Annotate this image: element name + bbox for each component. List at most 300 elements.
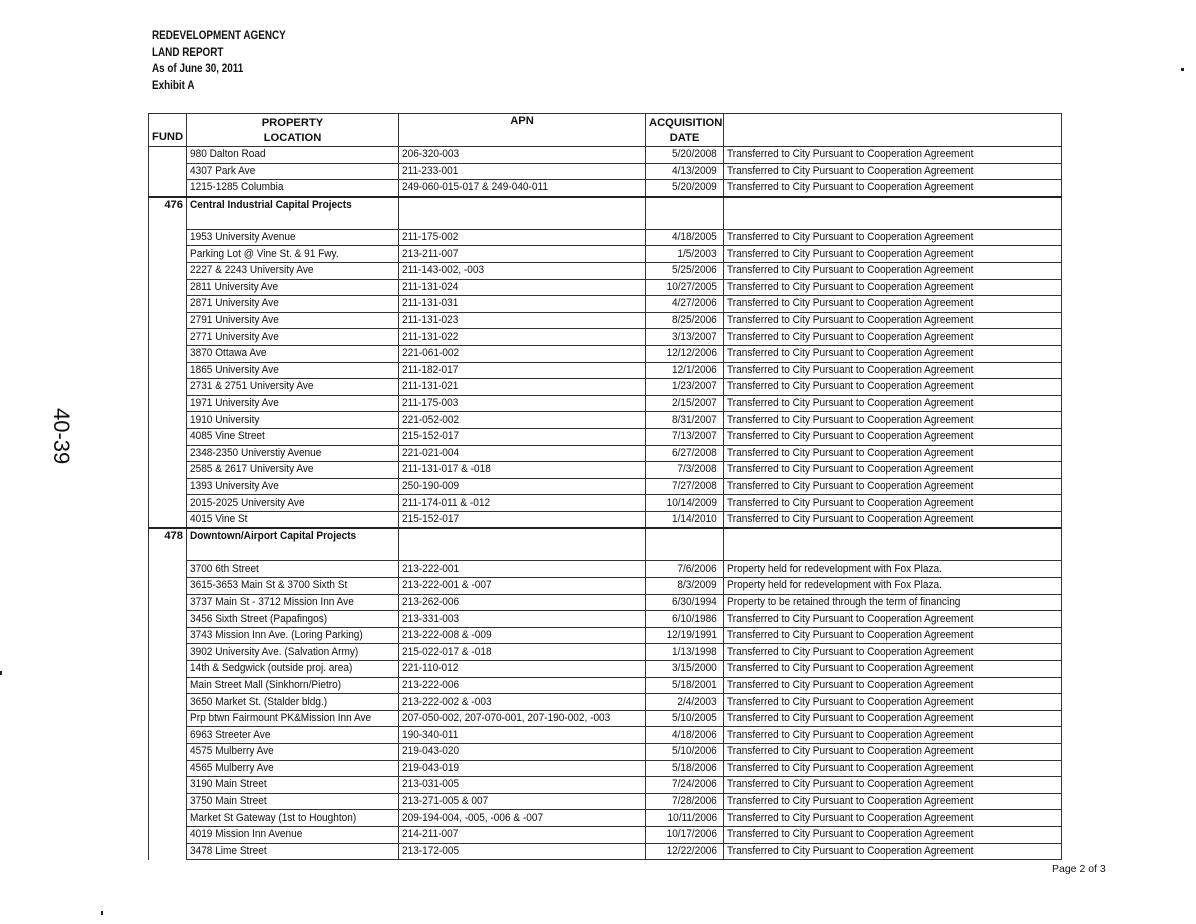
apn	[399, 694, 646, 711]
scan-speck	[0, 671, 2, 675]
notes	[724, 180, 1062, 197]
apn-text: 211-175-002	[402, 231, 459, 244]
fund-name-text: Central Industrial Capital Projects	[190, 198, 352, 211]
report-date: As of June 30, 2011	[152, 63, 244, 75]
acquisition-date	[646, 229, 724, 246]
apn	[399, 445, 646, 462]
notes	[724, 744, 1062, 761]
property-location	[187, 229, 399, 246]
report-title: LAND REPORT	[152, 46, 224, 59]
acquisition-date-text: 4/27/2006	[672, 297, 717, 310]
table-row	[149, 826, 1062, 843]
acquisition-date-text: 3/15/2000	[672, 662, 717, 675]
property-location	[187, 661, 399, 678]
apn	[399, 594, 646, 611]
apn	[399, 578, 646, 595]
property-location	[187, 694, 399, 711]
table-body	[149, 147, 1062, 860]
table-row	[149, 379, 1062, 396]
fund-cell	[149, 345, 187, 362]
notes-text: Transferred to City Pursuant to Cooperation Agreement	[727, 612, 974, 625]
apn-text: 213-172-005	[402, 844, 460, 857]
acquisition-date	[646, 478, 724, 495]
acquisition-date	[646, 578, 724, 595]
table-row	[149, 710, 1062, 727]
table-row	[149, 810, 1062, 827]
acquisition-date-text: 5/18/2001	[672, 678, 717, 691]
property-location	[187, 495, 399, 512]
property-location	[187, 760, 399, 777]
notes	[724, 578, 1062, 595]
notes-text: Transferred to City Pursuant to Cooperation Agreement	[727, 181, 974, 194]
table-row	[149, 412, 1062, 429]
notes-text: Transferred to City Pursuant to Cooperation Agreement	[727, 629, 974, 642]
property-location-text: 1865 University Ave	[190, 363, 279, 376]
apn-text: 211-174-011 & -012	[402, 496, 491, 509]
acquisition-date	[646, 395, 724, 412]
property-location-text: Parking Lot @ Vine St. & 91 Fwy.	[190, 247, 339, 260]
property-location-text: 2227 & 2243 University Ave	[190, 264, 314, 277]
notes-text: Transferred to City Pursuant to Cooperation Agreement	[727, 513, 974, 526]
property-location-text: Main Street Mall (Sinkhorn/Pietro)	[190, 678, 342, 691]
property-location	[187, 644, 399, 661]
notes	[724, 511, 1062, 528]
notes-text: Transferred to City Pursuant to Cooperation Agreement	[727, 380, 974, 393]
property-location	[187, 412, 399, 429]
fund-number	[149, 528, 187, 561]
apn-text: 211-131-031	[402, 297, 459, 310]
notes	[724, 627, 1062, 644]
apn	[399, 329, 646, 346]
notes-text: Transferred to City Pursuant to Cooperation Agreement	[727, 712, 974, 725]
notes-text: Transferred to City Pursuant to Cooperation Agreement	[727, 695, 974, 708]
apn-text: 219-043-019	[402, 761, 460, 774]
acquisition-date	[646, 462, 724, 479]
header-date-line2: DATE	[669, 132, 700, 144]
acquisition-date-text: 7/28/2006	[672, 795, 717, 808]
table-row	[149, 262, 1062, 279]
notes-text: Transferred to City Pursuant to Cooperation Agreement	[727, 728, 974, 741]
apn	[399, 810, 646, 827]
property-location	[187, 246, 399, 263]
notes	[724, 594, 1062, 611]
table-row	[149, 511, 1062, 528]
acquisition-date-text: 1/23/2007	[672, 380, 717, 393]
table-row	[149, 478, 1062, 495]
notes	[724, 495, 1062, 512]
notes-text: Transferred to City Pursuant to Cooperation Agreement	[727, 678, 974, 691]
acquisition-date	[646, 843, 724, 860]
apn	[399, 395, 646, 412]
fund-cell	[149, 462, 187, 479]
notes	[724, 246, 1062, 263]
table-row	[149, 694, 1062, 711]
apn-text: 207-050-002, 207-070-001, 207-190-002, -003	[402, 712, 611, 725]
property-location	[187, 180, 399, 197]
notes-text: Transferred to City Pursuant to Cooperation Agreement	[727, 148, 974, 161]
apn-text: 211-143-002, -003	[402, 264, 485, 277]
apn	[399, 661, 646, 678]
notes-text: Property held for redevelopment with Fox Plaza.	[727, 562, 942, 575]
property-location-text: 4019 Mission Inn Avenue	[190, 828, 303, 841]
apn-text: 219-043-020	[402, 745, 460, 758]
apn	[399, 147, 646, 164]
fund-cell	[149, 727, 187, 744]
acquisition-date-text: 5/18/2006	[672, 761, 717, 774]
property-location	[187, 561, 399, 578]
apn	[399, 727, 646, 744]
notes-text: Transferred to City Pursuant to Cooperation Agreement	[727, 314, 974, 327]
notes	[724, 727, 1062, 744]
notes	[724, 478, 1062, 495]
table-row	[149, 147, 1062, 164]
apn	[399, 843, 646, 860]
apn-text: 211-131-017 & -018	[402, 463, 491, 476]
acquisition-date	[646, 362, 724, 379]
acquisition-date	[646, 511, 724, 528]
apn	[399, 760, 646, 777]
notes	[724, 296, 1062, 313]
acquisition-date	[646, 777, 724, 794]
notes-text: Transferred to City Pursuant to Cooperation Agreement	[727, 363, 974, 376]
notes	[724, 428, 1062, 445]
acquisition-date-text: 5/10/2005	[672, 712, 717, 725]
fund-cell	[149, 677, 187, 694]
property-location	[187, 478, 399, 495]
property-location-text: 6963 Streeter Ave	[190, 728, 271, 741]
fund-cell	[149, 296, 187, 313]
fund-name-text: Downtown/Airport Capital Projects	[190, 530, 357, 543]
acquisition-date-text: 4/18/2006	[672, 728, 717, 741]
fund-cell	[149, 694, 187, 711]
fund-cell	[149, 561, 187, 578]
property-location-text: 4565 Mulberry Ave	[190, 761, 274, 774]
acquisition-date-text: 6/10/1986	[672, 612, 717, 625]
property-location	[187, 594, 399, 611]
notes-text: Transferred to City Pursuant to Cooperation Agreement	[727, 745, 974, 758]
fund-cell	[149, 163, 187, 180]
property-location-text: 2811 University Ave	[190, 280, 279, 293]
notes-text: Transferred to City Pursuant to Cooperation Agreement	[727, 828, 974, 841]
notes-text: Transferred to City Pursuant to Cooperation Agreement	[727, 247, 974, 260]
property-location-text: 2791 University Ave	[190, 314, 279, 327]
apn	[399, 611, 646, 628]
fund-cell	[149, 329, 187, 346]
notes	[724, 329, 1062, 346]
fund-cell	[149, 412, 187, 429]
apn	[399, 644, 646, 661]
header-acquisition-date	[646, 114, 724, 147]
acquisition-date-text: 12/19/1991	[666, 629, 717, 642]
acquisition-date	[646, 147, 724, 164]
property-location	[187, 810, 399, 827]
apn-text: 211-131-023	[402, 314, 459, 327]
apn	[399, 279, 646, 296]
property-location-text: 980 Dalton Road	[190, 148, 266, 161]
fund-cell	[149, 744, 187, 761]
property-location	[187, 345, 399, 362]
fund-cell	[149, 710, 187, 727]
apn-text: 211-182-017	[402, 363, 459, 376]
property-location-text: 3190 Main Street	[190, 778, 267, 791]
acquisition-date-text: 1/5/2003	[677, 247, 717, 260]
notes-text: Transferred to City Pursuant to Cooperation Agreement	[727, 347, 974, 360]
table-row	[149, 744, 1062, 761]
acquisition-date-text: 5/20/2008	[672, 148, 717, 161]
notes	[724, 793, 1062, 810]
apn	[399, 511, 646, 528]
fund-number	[149, 197, 187, 230]
property-location	[187, 379, 399, 396]
agency-title: REDEVELOPMENT AGENCY	[152, 30, 286, 42]
property-location	[187, 163, 399, 180]
acquisition-date	[646, 163, 724, 180]
acquisition-date	[646, 727, 724, 744]
table-row	[149, 843, 1062, 860]
acquisition-date	[646, 710, 724, 727]
empty-cell	[399, 197, 646, 230]
property-location	[187, 511, 399, 528]
table-row	[149, 627, 1062, 644]
acquisition-date	[646, 826, 724, 843]
apn-text: 214-211-007	[402, 828, 459, 841]
property-location	[187, 262, 399, 279]
notes-text: Property held for redevelopment with Fox Plaza.	[727, 579, 942, 592]
notes	[724, 147, 1062, 164]
apn-text: 190-340-011	[402, 728, 459, 741]
acquisition-date-text: 10/11/2006	[667, 811, 717, 824]
apn-text: 249-060-015-017 & 249-040-011	[402, 181, 548, 194]
acquisition-date-text: 6/27/2008	[672, 446, 717, 459]
header-fund: FUND	[149, 114, 187, 147]
acquisition-date-text: 4/18/2005	[672, 231, 717, 244]
property-location-text: 1971 University Ave	[190, 397, 279, 410]
apn	[399, 412, 646, 429]
property-location-text: Prp btwn Fairmount PK&Mission Inn Ave	[190, 712, 372, 725]
table-row	[149, 578, 1062, 595]
fund-cell	[149, 578, 187, 595]
notes-text: Transferred to City Pursuant to Cooperation Agreement	[727, 662, 974, 675]
acquisition-date	[646, 345, 724, 362]
notes-text: Transferred to City Pursuant to Cooperation Agreement	[727, 231, 974, 244]
acquisition-date	[646, 279, 724, 296]
acquisition-date-text: 8/31/2007	[672, 413, 717, 426]
acquisition-date	[646, 744, 724, 761]
fund-group-row	[149, 528, 1062, 561]
acquisition-date	[646, 661, 724, 678]
apn-text: 221-021-004	[402, 446, 460, 459]
table-row	[149, 594, 1062, 611]
notes	[724, 345, 1062, 362]
property-location	[187, 147, 399, 164]
apn	[399, 677, 646, 694]
fund-cell	[149, 478, 187, 495]
notes-text: Transferred to City Pursuant to Cooperation Agreement	[727, 280, 974, 293]
notes-text: Property to be retained through the term of financing	[727, 595, 961, 608]
header-property-line1: PROPERTY	[261, 117, 324, 129]
notes-text: Transferred to City Pursuant to Cooperation Agreement	[727, 330, 974, 343]
header-apn: APN	[399, 114, 646, 147]
page-footer: Page 2 of 3	[1052, 863, 1106, 875]
apn-text: 213-222-002 & -003	[402, 695, 492, 708]
land-report-table	[148, 113, 1062, 860]
property-location-text: 1215-1285 Columbia	[190, 181, 284, 194]
property-location-text: 3478 Lime Street	[190, 844, 267, 857]
table-row	[149, 279, 1062, 296]
property-location	[187, 727, 399, 744]
fund-cell	[149, 810, 187, 827]
apn	[399, 462, 646, 479]
notes-text: Transferred to City Pursuant to Cooperation Agreement	[727, 430, 974, 443]
acquisition-date-text: 2/15/2007	[672, 397, 717, 410]
apn	[399, 478, 646, 495]
fund-cell	[149, 362, 187, 379]
acquisition-date	[646, 180, 724, 197]
apn-text: 211-175-003	[402, 397, 459, 410]
fund-cell	[149, 826, 187, 843]
report-header	[152, 28, 286, 94]
apn	[399, 428, 646, 445]
header-date-line1: ACQUISITION	[649, 117, 723, 129]
property-location	[187, 677, 399, 694]
notes-text: Transferred to City Pursuant to Cooperation Agreement	[727, 479, 974, 492]
property-location-text: 1393 University Ave	[190, 479, 279, 492]
apn	[399, 312, 646, 329]
apn-text: 211-131-022	[402, 330, 459, 343]
acquisition-date-text: 4/13/2009	[672, 164, 717, 177]
notes	[724, 395, 1062, 412]
header-property-location	[187, 114, 399, 147]
apn	[399, 495, 646, 512]
apn	[399, 379, 646, 396]
notes	[724, 826, 1062, 843]
apn-text: 213-222-008 & -009	[402, 629, 492, 642]
apn-text: 221-052-002	[402, 413, 460, 426]
notes	[724, 229, 1062, 246]
fund-group-row	[149, 197, 1062, 230]
property-location-text: 2871 University Ave	[190, 297, 279, 310]
table-row	[149, 561, 1062, 578]
acquisition-date-text: 7/13/2007	[672, 430, 717, 443]
scan-speck	[101, 911, 103, 915]
property-location-text: 3650 Market St. (Stalder bldg.)	[190, 695, 328, 708]
fund-number-text: 478	[164, 530, 183, 543]
property-location	[187, 329, 399, 346]
acquisition-date-text: 8/25/2006	[672, 314, 717, 327]
property-location	[187, 710, 399, 727]
apn-text: 215-152-017	[402, 513, 460, 526]
empty-cell	[399, 528, 646, 561]
table-row	[149, 229, 1062, 246]
apn-text: 215-152-017	[402, 430, 460, 443]
table-row	[149, 677, 1062, 694]
notes-text: Transferred to City Pursuant to Cooperation Agreement	[727, 778, 974, 791]
fund-cell	[149, 777, 187, 794]
notes-text: Transferred to City Pursuant to Cooperation Agreement	[727, 463, 974, 476]
table-row	[149, 345, 1062, 362]
acquisition-date-text: 3/13/2007	[672, 330, 717, 343]
property-location	[187, 428, 399, 445]
apn	[399, 826, 646, 843]
apn	[399, 744, 646, 761]
property-location-text: 3456 Sixth Street (Papafingos)	[190, 612, 328, 625]
acquisition-date-text: 10/17/2006	[666, 828, 717, 841]
fund-cell	[149, 511, 187, 528]
acquisition-date-text: 5/10/2006	[672, 745, 717, 758]
apn	[399, 180, 646, 197]
table-row	[149, 362, 1062, 379]
notes	[724, 312, 1062, 329]
fund-cell	[149, 229, 187, 246]
apn-text: 213-211-007	[402, 247, 459, 260]
acquisition-date	[646, 262, 724, 279]
property-location-text: Market St Gateway (1st to Houghton)	[190, 811, 357, 824]
acquisition-date-text: 10/27/2005	[666, 280, 717, 293]
acquisition-date	[646, 296, 724, 313]
table-row	[149, 462, 1062, 479]
acquisition-date-text: 1/13/1998	[672, 645, 717, 658]
notes	[724, 163, 1062, 180]
apn	[399, 262, 646, 279]
notes	[724, 462, 1062, 479]
notes-text: Transferred to City Pursuant to Cooperation Agreement	[727, 795, 974, 808]
apn-text: 211-131-024	[402, 280, 459, 293]
acquisition-date	[646, 760, 724, 777]
apn-text: 221-061-002	[402, 347, 460, 360]
notes	[724, 644, 1062, 661]
acquisition-date	[646, 611, 724, 628]
acquisition-date	[646, 594, 724, 611]
acquisition-date-text: 6/30/1994	[672, 595, 717, 608]
property-location-text: 2585 & 2617 University Ave	[190, 463, 314, 476]
table-row	[149, 428, 1062, 445]
notes	[724, 661, 1062, 678]
apn	[399, 777, 646, 794]
table-row	[149, 644, 1062, 661]
acquisition-date-text: 10/14/2009	[666, 496, 717, 509]
notes-text: Transferred to City Pursuant to Cooperation Agreement	[727, 446, 974, 459]
acquisition-date	[646, 793, 724, 810]
fund-cell	[149, 428, 187, 445]
table-row	[149, 329, 1062, 346]
property-location	[187, 826, 399, 843]
notes	[724, 810, 1062, 827]
table-row	[149, 793, 1062, 810]
table-row	[149, 495, 1062, 512]
notes	[724, 843, 1062, 860]
notes-text: Transferred to City Pursuant to Cooperation Agreement	[727, 164, 974, 177]
fund-cell	[149, 246, 187, 263]
table-row	[149, 163, 1062, 180]
fund-cell	[149, 611, 187, 628]
apn-text: 211-233-001	[402, 164, 459, 177]
property-location-text: 2015-2025 University Ave	[190, 496, 305, 509]
property-location-text: 4575 Mulberry Ave	[190, 745, 274, 758]
notes-text: Transferred to City Pursuant to Cooperation Agreement	[727, 645, 974, 658]
apn	[399, 561, 646, 578]
table-row	[149, 180, 1062, 197]
empty-cell	[646, 528, 724, 561]
table-row	[149, 727, 1062, 744]
property-location	[187, 777, 399, 794]
apn-text: 211-131-021	[402, 380, 459, 393]
acquisition-date	[646, 561, 724, 578]
property-location-text: 3743 Mission Inn Ave. (Loring Parking)	[190, 629, 363, 642]
property-location	[187, 445, 399, 462]
property-location	[187, 843, 399, 860]
acquisition-date	[646, 428, 724, 445]
apn	[399, 246, 646, 263]
